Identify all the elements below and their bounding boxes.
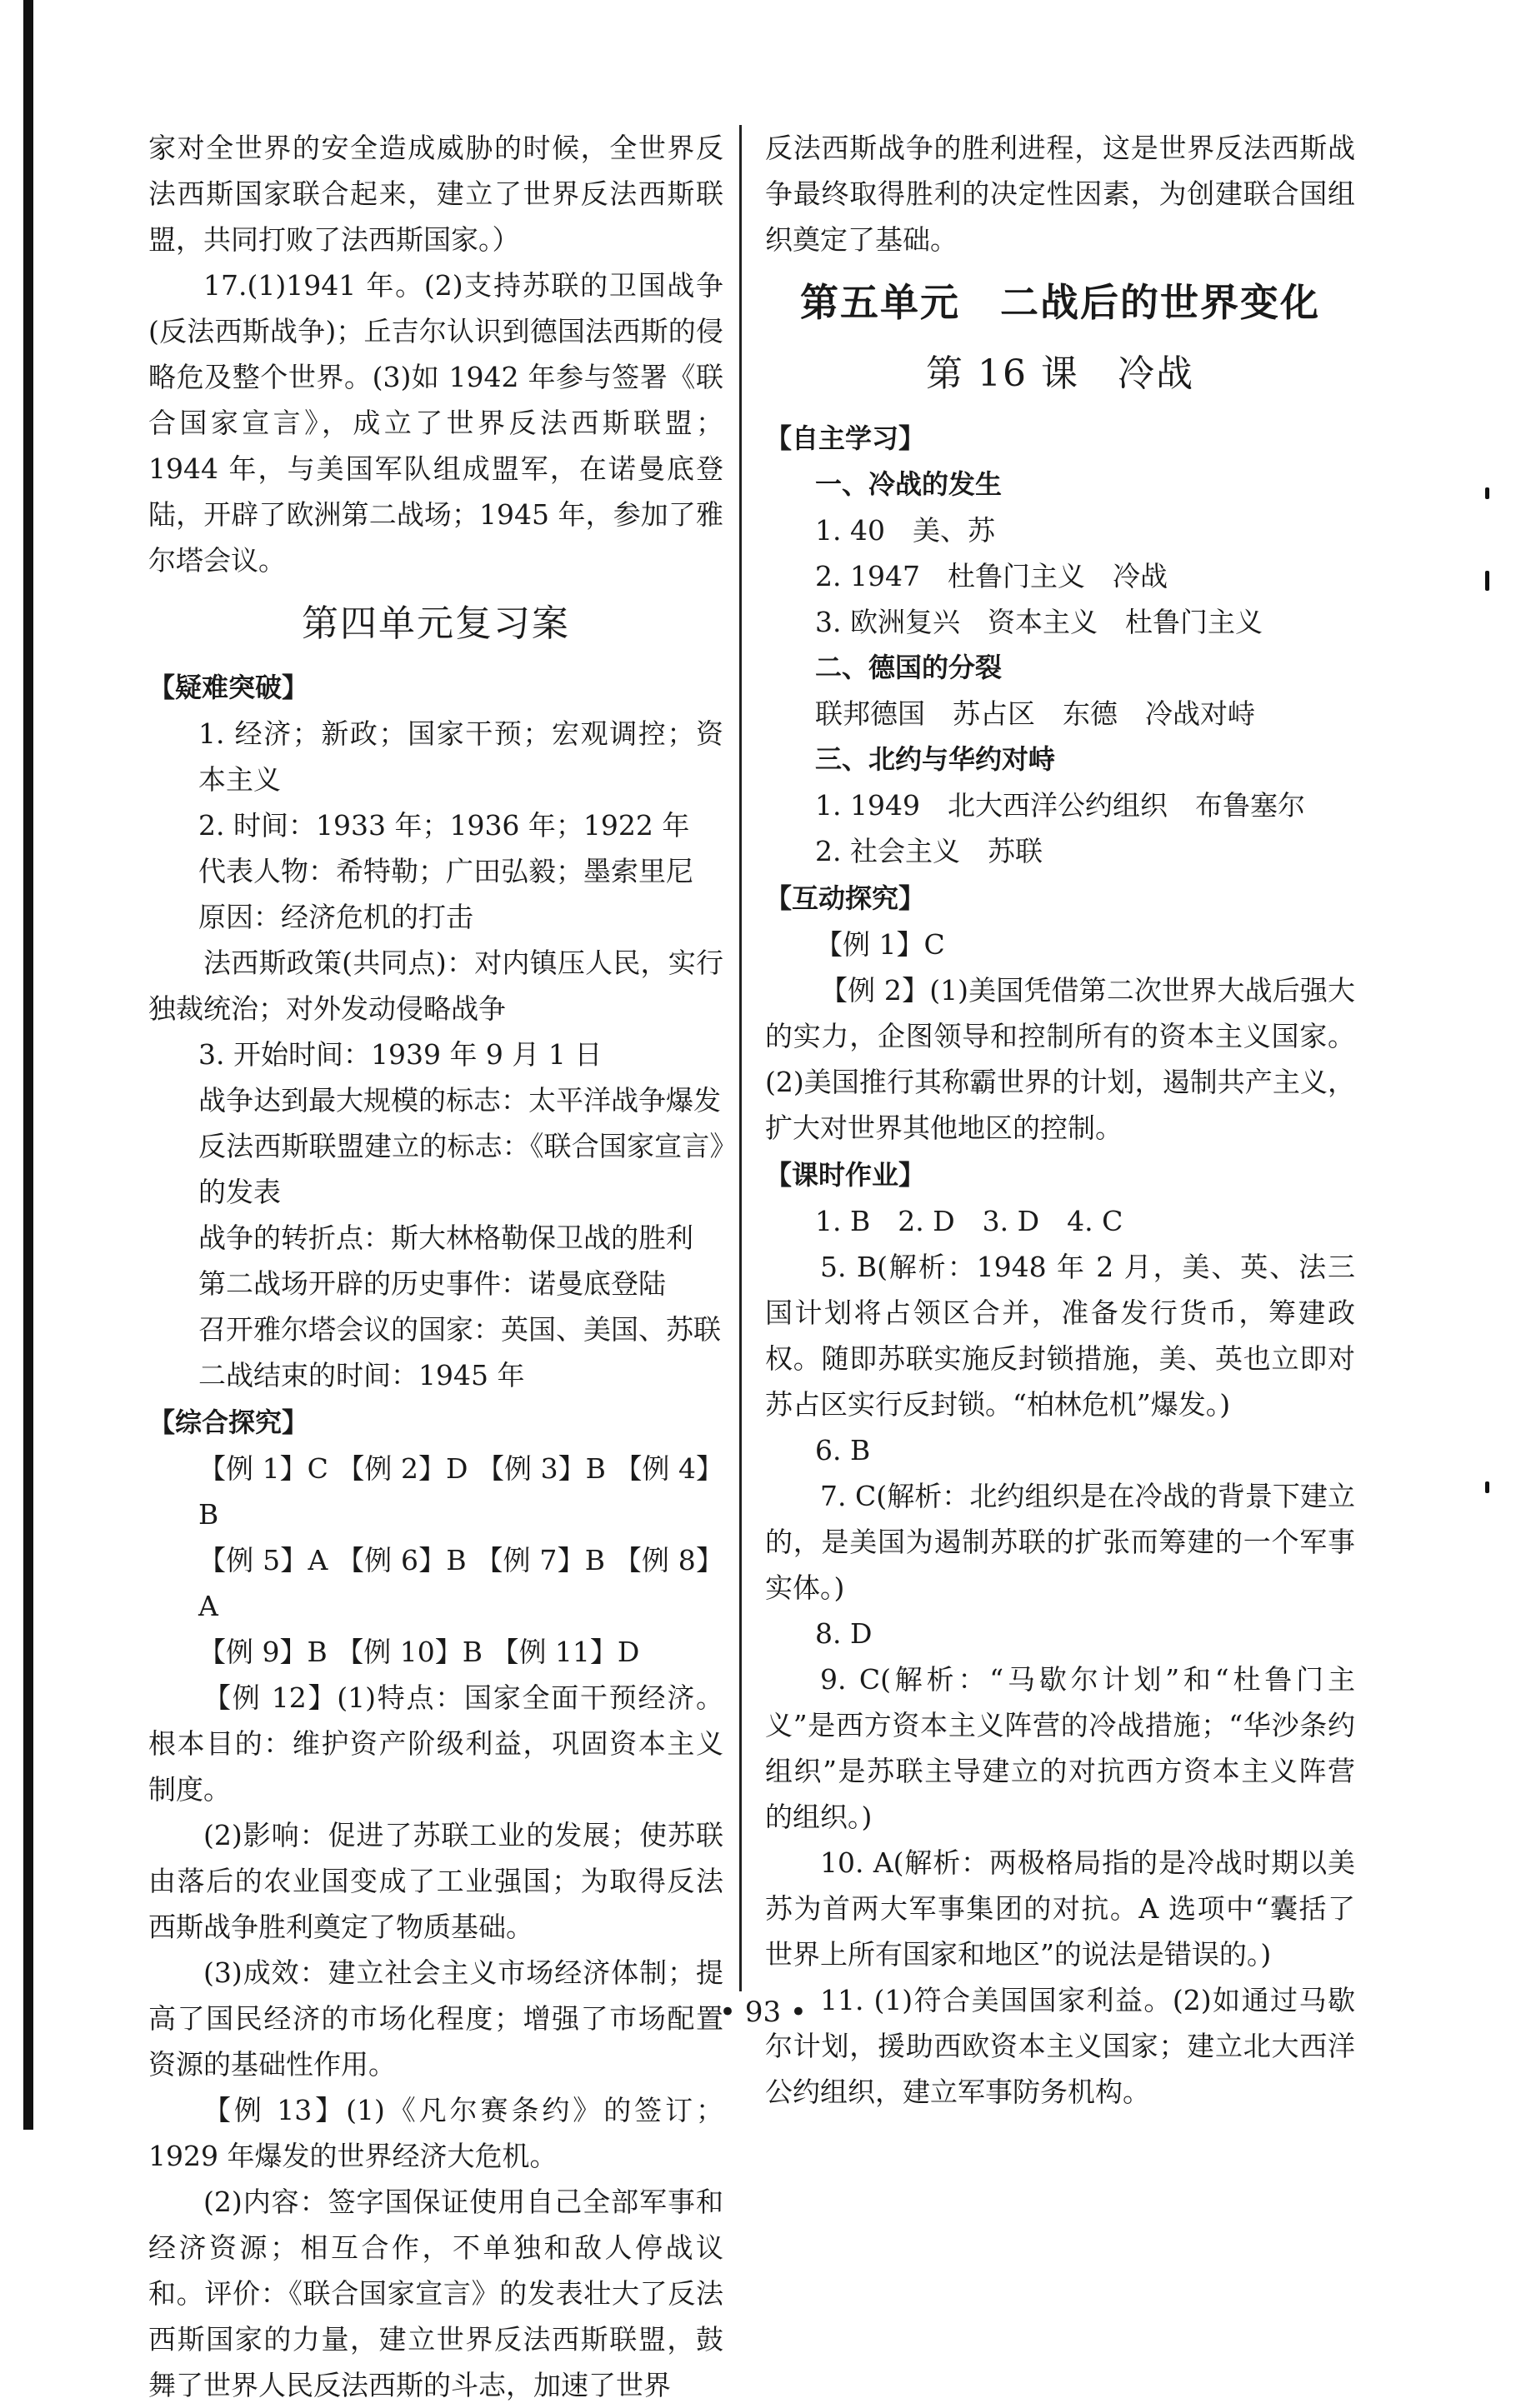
answer-line: 战争的转折点：斯大林格勒保卫战的胜利	[198, 1221, 693, 1254]
paragraph: 9. C(解析：“马歇尔计划”和“杜鲁门主义”是西方资本主义阵营的冷战措施；“华沙条约组织”是苏联主导建立的对抗西方资本主义阵营的组织。)	[765, 1663, 1355, 1833]
paragraph: 5. B(解析：1948 年 2 月，美、英、法三国计划将占领区合并，准备发行货币，筹建政权。随即苏联实施反封锁措施，美、英也立即对苏占区实行反封锁。“柏林危机”爆发。)	[765, 1251, 1355, 1421]
section-heading: 【疑难突破】	[148, 672, 309, 703]
subsection-heading: 三、北约与华约对峙	[815, 743, 1056, 775]
section-heading: 【课时作业】	[765, 1159, 926, 1191]
paragraph: 反法西斯战争的胜利进程，这是世界反法西斯战争最终取得胜利的决定性因素，为创建联合国组织奠定了基础。	[765, 132, 1355, 256]
paragraph: 10. A(解析：两极格局指的是冷战时期以美苏为首两大军事集团的对抗。A 选项中“囊括了世界上所有国家和地区”的说法是错误的。)	[765, 1846, 1355, 1971]
paragraph: (2)影响：促进了苏联工业的发展；使苏联由落后的农业国变成了工业强国；为取得反法西斯战争胜利奠定了物质基础。	[148, 1819, 723, 1943]
answer-line: 【例 5】A 【例 6】B 【例 7】B 【例 8】A	[198, 1544, 723, 1622]
subsection-heading: 二、德国的分裂	[815, 652, 1003, 683]
column-divider	[739, 125, 742, 1991]
answer-line: 联邦德国 苏占区 东德 冷战对峙	[815, 697, 1255, 730]
answer-line: 3. 开始时间：1939 年 9 月 1 日	[198, 1038, 603, 1071]
margin-mark	[1485, 487, 1489, 499]
unit-title: 第五单元 二战后的世界变化	[800, 280, 1320, 325]
answer-line: 【例 1】C 【例 2】D 【例 3】B 【例 4】B	[198, 1452, 723, 1531]
right-column	[765, 125, 1355, 2115]
answer-line: 2. 时间：1933 年；1936 年；1922 年	[198, 809, 690, 842]
section-heading: 【互动探究】	[765, 882, 926, 914]
unit-review-title: 第四单元复习案	[302, 602, 570, 645]
answer-line: 1. 40 美、苏	[815, 514, 995, 547]
subsection-heading: 一、冷战的发生	[815, 468, 1003, 500]
answer-line: 1. 经济；新政；国家干预；宏观调控；资本主义	[198, 717, 723, 796]
margin-mark	[1485, 1481, 1489, 1493]
paragraph: 【例 13】(1)《凡尔赛条约》的签订；1929 年爆发的世界经济大危机。	[148, 2094, 723, 2172]
paragraph: 家对全世界的安全造成威胁的时候，全世界反法西斯国家联合起来，建立了世界反法西斯联盟，共同打败了法西斯国家。）	[148, 132, 723, 256]
lesson-title: 第 16 课 冷战	[926, 352, 1194, 395]
paragraph: (2)内容：签字国保证使用自己全部军事和经济资源；相互合作，不单独和敌人停战议和。评价：《联合国家宣言》的发表壮大了反法西斯国家的力量，建立世界反法西斯联盟，鼓舞了世界人民反法西斯的斗志，加速了世界	[148, 2186, 723, 2401]
answer-line: 1. 1949 北大西洋公约组织 布鲁塞尔	[815, 789, 1305, 822]
answer-line: 二战结束的时间：1945 年	[198, 1359, 525, 1391]
answer-line: 原因：经济危机的打击	[198, 901, 473, 933]
answer-line: 2. 社会主义 苏联	[815, 835, 1043, 867]
paragraph: (3)成效：建立社会主义市场经济体制；提高了国民经济的市场化程度；增强了市场配置资源的基础性作用。	[148, 1956, 723, 2081]
answer-line: 召开雅尔塔会议的国家：英国、美国、苏联	[198, 1313, 721, 1346]
paragraph: 【例 2】(1)美国凭借第二次世界大战后强大的实力，企图领导和控制所有的资本主义国家。(2)美国推行其称霸世界的计划，遏制共产主义，扩大对世界其他地区的控制。	[765, 974, 1355, 1144]
answer-line: 6. B	[815, 1434, 871, 1466]
answer-line: 【例 1】C	[815, 928, 945, 961]
answer-line: 2. 1947 杜鲁门主义 冷战	[815, 560, 1168, 592]
answer-line: 【例 9】B 【例 10】B 【例 11】D	[198, 1636, 640, 1668]
answer-line: 1. B 2. D 3. D 4. C	[815, 1205, 1123, 1237]
left-column	[148, 125, 723, 2408]
answer-line: 3. 欧洲复兴 资本主义 杜鲁门主义	[815, 606, 1263, 638]
answer-line: 第二战场开辟的历史事件：诺曼底登陆	[198, 1267, 666, 1300]
answer-line: 战争达到最大规模的标志：太平洋战争爆发	[198, 1084, 721, 1117]
page-number: • 93 •	[719, 1996, 807, 2029]
answer-line: 代表人物：希特勒；广田弘毅；墨索里尼	[198, 855, 693, 887]
page-binding-edge	[23, 0, 33, 2130]
section-heading: 【综合探究】	[148, 1406, 309, 1438]
paragraph: 11. (1)符合美国国家利益。(2)如通过马歇尔计划，援助西欧资本主义国家；建立北大西洋公约组织，建立军事防务机构。	[765, 1984, 1355, 2108]
paragraph: 7. C(解析：北约组织是在冷战的背景下建立的，是美国为遏制苏联的扩张而筹建的一个军事实体。)	[765, 1480, 1355, 1604]
paragraph: 17.(1)1941 年。(2)支持苏联的卫国战争(反法西斯战争)；丘吉尔认识到德国法西斯的侵略危及整个世界。(3)如 1942 年参与签署《联合国家宣言》，成立了世界反法西斯联盟；1944 年，与美国军队组成盟军，在诺曼底登陆，开辟了欧洲第二战场；1945 年，参加了雅尔塔会议。	[148, 269, 723, 577]
answer-line: 8. D	[815, 1617, 873, 1650]
answer-line: 法西斯政策(共同点)：对内镇压人民，实行独裁统治；对外发动侵略战争	[148, 947, 723, 1025]
margin-mark	[1485, 571, 1489, 591]
paragraph: 【例 12】(1)特点：国家全面干预经济。根本目的：维护资产阶级利益，巩固资本主义制度。	[148, 1681, 723, 1806]
section-heading: 【自主学习】	[765, 422, 926, 454]
answer-line: 反法西斯联盟建立的标志：《联合国家宣言》的发表	[198, 1130, 723, 1208]
